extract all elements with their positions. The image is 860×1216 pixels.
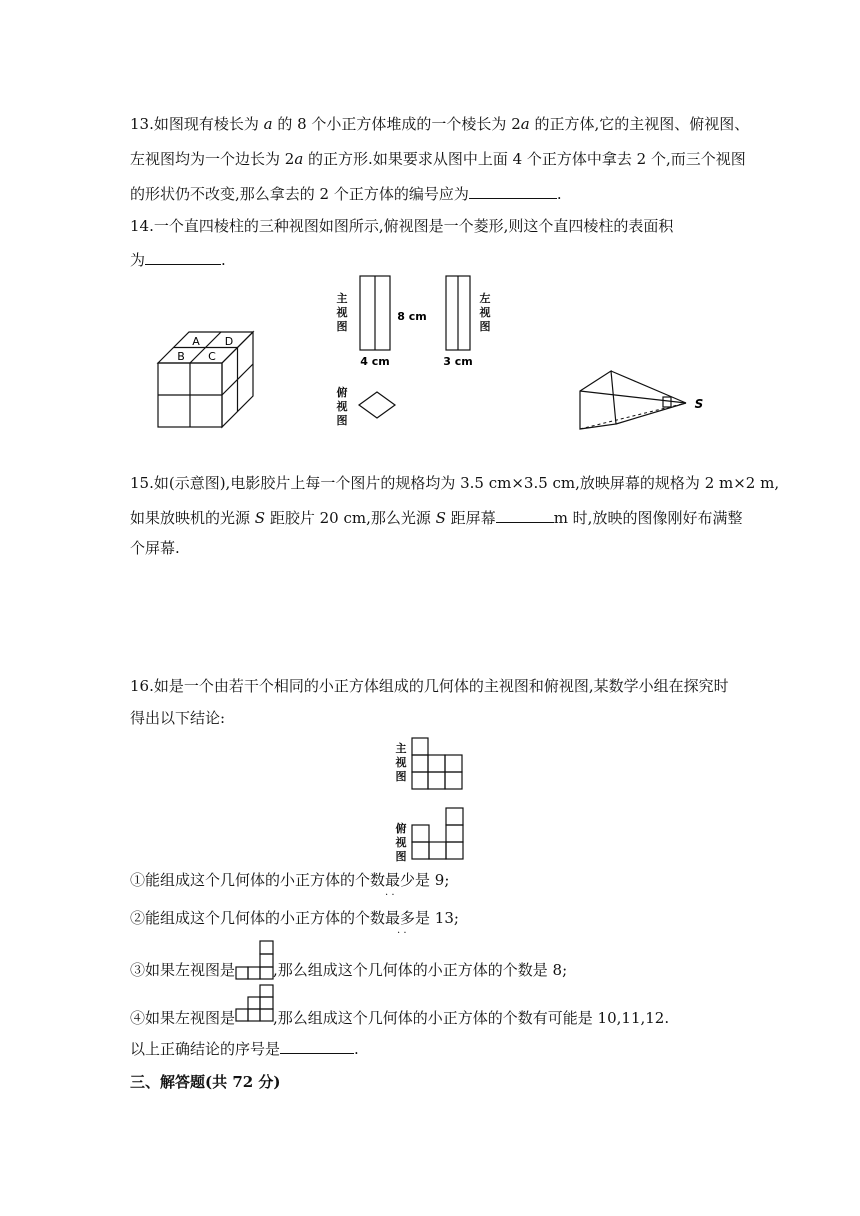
q14-line2: 为 .: [130, 248, 226, 270]
prism-left-view-label: 左视图: [479, 292, 491, 333]
q13-line2: 左视图均为一个边长为 2a 的正方形.如果要求从图中上面 4 个正方体中拿去 2 个,而三个视图: [130, 150, 746, 168]
cube-label-b: B: [177, 350, 185, 363]
source-s-label: S: [694, 397, 704, 411]
q15-line1: 15.如(示意图),电影胶片上每一个图片的规格均为 3.5 cm×3.5 cm,放映屏幕的规格为 2 m×2 m,: [130, 474, 780, 492]
prism-front-view-label: 主视图: [336, 292, 348, 333]
q16-top-view-label: 俯视图: [395, 822, 407, 863]
q16-line1: 16.如是一个由若干个相同的小正方体组成的几何体的主视图和俯视图,某数学小组在探究时: [130, 677, 729, 695]
q14-answer-blank[interactable]: [145, 248, 221, 265]
emphasis-dot: . .: [397, 925, 407, 936]
q16-answer-line: 以上正确结论的序号是 .: [130, 1037, 359, 1059]
q16-left-view-small-a: [234, 938, 276, 982]
q16-conclusion-1: ①能组成这个几何体的小正方体的个数最少是 9;: [130, 871, 450, 889]
prism-front-width-label: 4 cm: [360, 355, 390, 368]
q15-line2: 如果放映机的光源 S 距胶片 20 cm,那么光源 S 距屏幕 m 时,放映的图像刚好布满整: [130, 506, 742, 528]
cube-figure: [150, 325, 260, 435]
prism-top-view-rhombus: [359, 392, 395, 418]
q16-views-figure: [408, 732, 468, 864]
prism-height-label: 8 cm: [397, 310, 427, 323]
q16-conclusion-2: ②能组成这个几何体的小正方体的个数最多是 13;: [130, 909, 459, 927]
projection-figure: [575, 362, 715, 434]
prism-left-width-label: 3 cm: [443, 355, 473, 368]
prism-views-figure: [355, 270, 475, 430]
q14-line1: 14.一个直四棱柱的三种视图如图所示,俯视图是一个菱形,则这个直四棱柱的表面积: [130, 217, 674, 235]
q13-line1: 13.如图现有棱长为 a 的 8 个小正方体堆成的一个棱长为 2a 的正方体,它的主视图、俯视图、: [130, 115, 750, 133]
q15-answer-blank[interactable]: [496, 506, 554, 523]
cube-label-c: C: [208, 350, 216, 363]
q16-line2: 得出以下结论:: [130, 709, 226, 727]
q15-line3: 个屏幕.: [130, 539, 180, 557]
q13-line3: 的形状仍不改变,那么拿去的 2 个正方体的编号应为 .: [130, 182, 562, 204]
q13-answer-blank[interactable]: [469, 182, 557, 199]
q16-left-view-small-b: [234, 982, 276, 1024]
cube-label-d: D: [224, 335, 234, 348]
emphasis-dot: . .: [385, 887, 395, 898]
cube-label-a: A: [192, 335, 200, 348]
q16-conclusion-3: ③如果左视图是 ,那么组成这个几何体的小正方体的个数是 8;: [130, 961, 568, 979]
q16-conclusion-4: ④如果左视图是 ,那么组成这个几何体的小正方体的个数有可能是 10,11,12.: [130, 1009, 670, 1027]
q16-front-view-label: 主视图: [395, 742, 407, 783]
section-heading: 三、解答题(共 72 分): [130, 1073, 281, 1091]
q16-answer-blank[interactable]: [280, 1037, 354, 1054]
prism-top-view-label: 俯视图: [336, 386, 348, 427]
